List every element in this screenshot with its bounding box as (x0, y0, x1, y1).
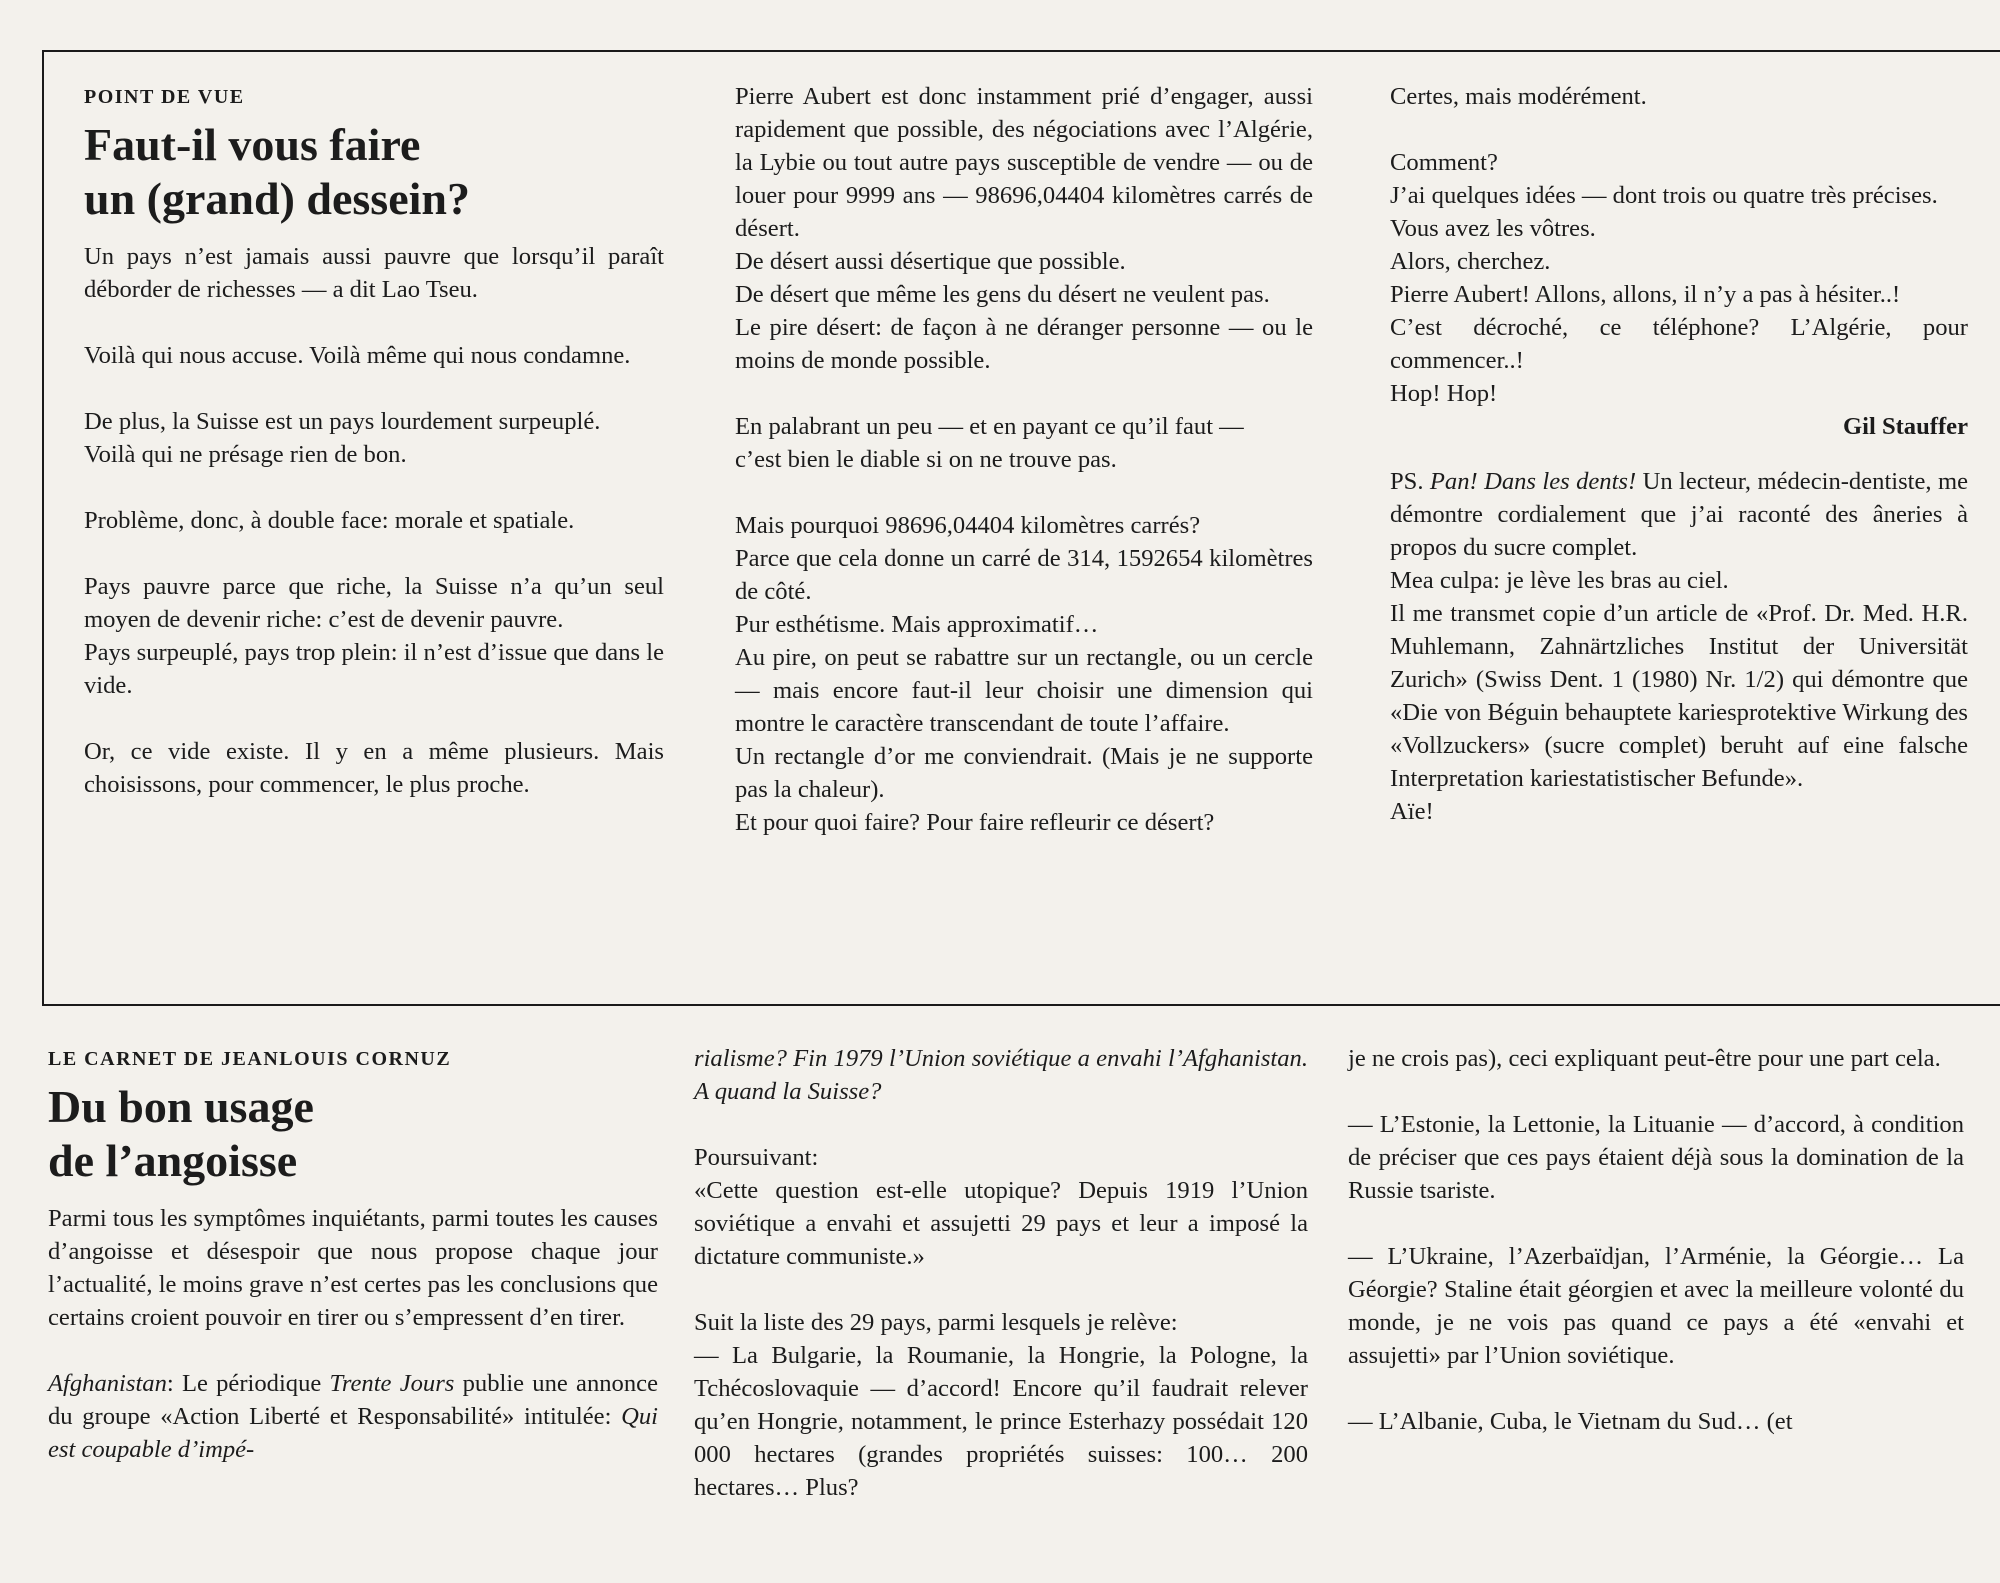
article1-column-3 (1390, 80, 1968, 828)
text-italic: Qui est coupable d’impé- (48, 1403, 658, 1463)
paragraph: Pays surpeuplé, pays trop plein: il n’est d’issue que dans le vide. (84, 639, 664, 699)
paragraph: je ne crois pas), ceci expliquant peut-être pour une part cela. (1348, 1045, 1941, 1072)
paragraph: Un rectangle d’or me conviendrait. (Mais je ne supporte pas la chaleur). (735, 743, 1313, 803)
article1-column-1 (84, 84, 664, 801)
article2-headline-line1: Du bon usage (48, 1081, 314, 1132)
paragraph-italic: rialisme? Fin 1979 l’Union soviétique a envahi l’Afghanistan. A quand la Suisse? (694, 1045, 1308, 1105)
paragraph: Alors, cherchez. (1390, 248, 1551, 275)
paragraph: Au pire, on peut se rabattre sur un rectangle, ou un cercle — mais encore faut-il leur choisir une dimension qui montre le caractère transcendant de toute l’affaire. (735, 644, 1313, 737)
text-italic: Trente Jours (329, 1370, 455, 1397)
article1-headline-line2: un (grand) dessein? (84, 173, 470, 224)
article1-column-2 (735, 80, 1313, 839)
paragraph: — L’Ukraine, l’Azerbaïdjan, l’Arménie, la Géorgie… La Géorgie? Staline était géorgien et avec la meilleure volonté du monde, je ne vois pas quand ce pays a été «envahi et assujetti» par l’Union soviétique. (1348, 1243, 1964, 1369)
paragraph: Un pays n’est jamais aussi pauvre que lorsqu’il paraît déborder de richesses — a dit Lao Tseu. (84, 243, 664, 303)
paragraph: Il me transmet copie d’un article de «Prof. Dr. Med. H.R. Muhlemann, Zahnärtzliches Institut der Universität Zurich» (Swiss Dent. 1 (1980) Nr. 1/2) qui démontre que «Die von Béguin behauptete kariesprotektive Wirkung des «Vollzuckers» (sucre complet) beruht auf eine falsche Interpretation kariestatistischer Befunde». (1390, 600, 1968, 792)
paragraph: Poursuivant: (694, 1144, 819, 1171)
paragraph: «Cette question est-elle utopique? Depuis 1919 l’Union soviétique a envahi et assujetti 29 pays et leur a imposé la dictature communiste.» (694, 1177, 1308, 1270)
paragraph: — L’Albanie, Cuba, le Vietnam du Sud… (et (1348, 1408, 1793, 1435)
paragraph: Parmi tous les symptômes inquiétants, parmi toutes les causes d’angoisse et désespoir que nous propose chaque jour l’actualité, le moins grave n’est certes pas les conclusions que certains croient pouvoir en tirer ou s’empressent d’en tirer. (48, 1205, 658, 1331)
paragraph: Or, ce vide existe. Il y en a même plusieurs. Mais choisissons, pour commencer, le plus proche. (84, 738, 664, 798)
paragraph: De désert que même les gens du désert ne veulent pas. (735, 281, 1270, 308)
paragraph: Pierre Aubert est donc instamment prié d’engager, aussi rapidement que possible, des négociations avec l’Algérie, la Lybie ou tout autre pays susceptible de vendre — ou de louer pour 9999 ans — 98696,04404 kilomètres carrés de désert. (735, 83, 1313, 242)
paragraph: Pur esthétisme. Mais approximatif… (735, 611, 1099, 638)
paragraph: Parce que cela donne un carré de 314, 1592654 kilomètres de côté. (735, 545, 1313, 605)
text: : Le périodique (166, 1370, 330, 1397)
paragraph: De plus, la Suisse est un pays lourdement surpeuplé. (84, 408, 601, 435)
paragraph: Vous avez les vôtres. (1390, 215, 1596, 242)
paragraph: — L’Estonie, la Lettonie, la Lituanie — d’accord, à condition de préciser que ces pays étaient déjà sous la domination de la Russie tsariste. (1348, 1111, 1964, 1204)
paragraph: Hop! Hop! (1390, 380, 1498, 407)
paragraph: Suit la liste des 29 pays, parmi lesquels je relève: (694, 1309, 1178, 1336)
paragraph: Voilà qui nous accuse. Voilà même qui nous condamne. (84, 342, 631, 369)
paragraph: C’est décroché, ce téléphone? L’Algérie, pour commencer..! (1390, 314, 1968, 374)
paragraph: c’est bien le diable si on ne trouve pas. (735, 446, 1117, 473)
paragraph: Et pour quoi faire? Pour faire refleurir ce désert? (735, 809, 1215, 836)
article1-kicker: POINT DE VUE (84, 86, 245, 108)
paragraph: Pays pauvre parce que riche, la Suisse n’a qu’un seul moyen de devenir riche: c’est de devenir pauvre. (84, 573, 664, 633)
paragraph: Aïe! (1390, 798, 1434, 825)
paragraph: Mea culpa: je lève les bras au ciel. (1390, 567, 1729, 594)
paragraph: En palabrant un peu — et en payant ce qu’il faut — (735, 413, 1244, 440)
postscript (1390, 465, 1968, 564)
paragraph: J’ai quelques idées — dont trois ou quatre très précises. (1390, 182, 1938, 209)
paragraph: Voilà qui ne présage rien de bon. (84, 441, 407, 468)
paragraph (48, 1367, 658, 1466)
article2-column-1 (48, 1046, 658, 1466)
ps-prefix: PS. (1390, 468, 1430, 495)
paragraph: Mais pourquoi 98696,04404 kilomètres carrés? (735, 512, 1201, 539)
article2-column-2 (694, 1042, 1308, 1504)
paragraph: Comment? (1390, 149, 1498, 176)
article2-column-3 (1348, 1042, 1964, 1438)
paragraph: Le pire désert: de façon à ne déranger personne — ou le moins de monde possible. (735, 314, 1313, 374)
paragraph: Certes, mais modérément. (1390, 83, 1647, 110)
text-italic: Afghanistan (48, 1370, 167, 1397)
paragraph: — La Bulgarie, la Roumanie, la Hongrie, la Pologne, la Tchécoslovaquie — d’accord! Encore qu’il faudrait relever qu’en Hongrie, notamment, le prince Esterhazy possédait 120 000 hectares (grandes propriétés suisses: 100… 200 hectares… Plus? (694, 1342, 1308, 1501)
paragraph: Problème, donc, à double face: morale et spatiale. (84, 507, 575, 534)
ps-text: Un lecteur, médecin-dentiste, me démontre cordialement que j’ai raconté des âneries à propos du sucre complet. (1390, 468, 1969, 561)
article1-headline (84, 118, 664, 226)
paragraph: De désert aussi désertique que possible. (735, 248, 1126, 275)
article2-kicker: LE CARNET DE JEANLOUIS CORNUZ (48, 1048, 452, 1070)
article2-headline (48, 1080, 658, 1188)
ps-italic: Pan! Dans les dents! (1429, 468, 1637, 495)
article1-signature: Gil Stauffer (1843, 413, 1968, 440)
article2-headline-line2: de l’angoisse (48, 1135, 298, 1186)
paragraph: Pierre Aubert! Allons, allons, il n’y a pas à hésiter..! (1390, 281, 1901, 308)
article1-headline-line1: Faut-il vous faire (84, 119, 421, 170)
text: publie une annonce du groupe «Action Liberté et Responsabilité» intitulée: (48, 1370, 658, 1430)
